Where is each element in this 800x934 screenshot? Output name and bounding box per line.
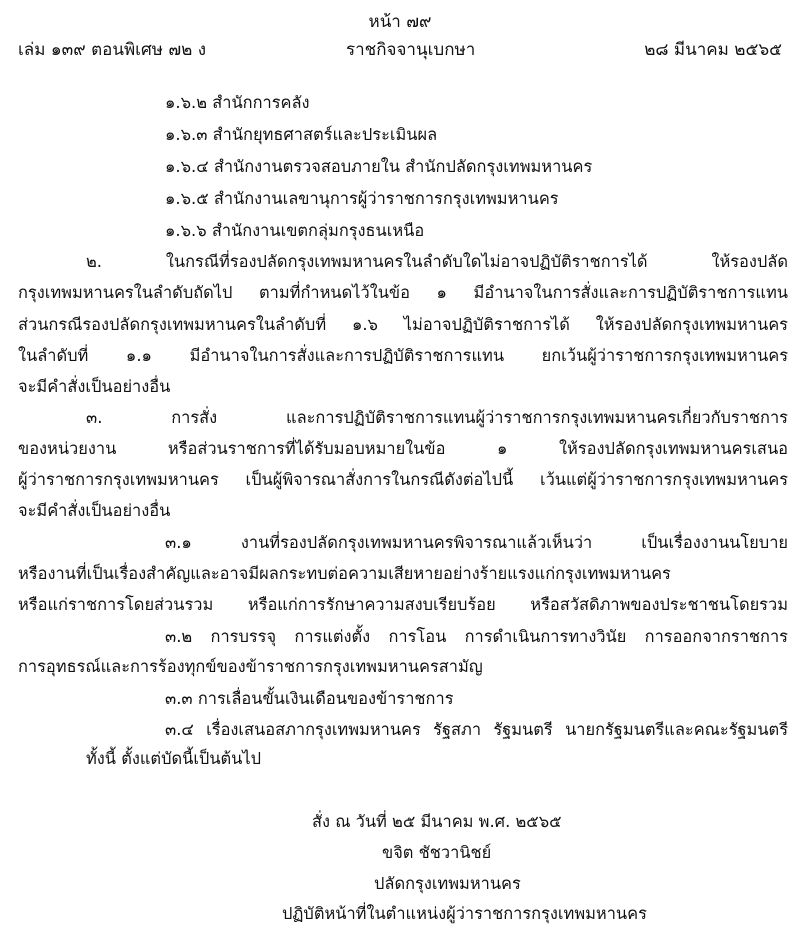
page-number: หน้า ๗๙ <box>368 12 432 32</box>
paragraph-line: กรุงเทพมหานครในลำดับถัดไป ตามที่กำหนดไว้ในข้อ ๑ มีอำนาจในการสั่งและการปฏิบัติราชการแทน <box>18 283 788 302</box>
paragraph-line: ๒. ในกรณีที่รองปลัดกรุงเทพมหานครในลำดับใดไม่อาจปฏิบัติราชการได้ ให้รองปลัด <box>86 252 788 271</box>
list-item: ๑.๖.๒ สำนักการคลัง <box>165 93 310 112</box>
paragraph-line: หรืองานที่เป็นเรื่องสำคัญและอาจมีผลกระทบต่อความเสียหายอย่างร้ายแรงแก่กรุงเทพมหานคร <box>18 564 671 583</box>
paragraph-line: ในลำดับที่ ๑.๑ มีอำนาจในการสั่งและการปฏิบัติราชการแทน ยกเว้นผู้ว่าราชการกรุงเทพมหานคร <box>18 346 788 365</box>
paragraph-line: จะมีคำสั่งเป็นอย่างอื่น <box>18 501 171 520</box>
order-date: สั่ง ณ วันที่ ๒๕ มีนาคม พ.ศ. ๒๕๖๕ <box>312 812 562 831</box>
paragraph-line: จะมีคำสั่งเป็นอย่างอื่น <box>18 377 171 396</box>
effective-clause: ทั้งนี้ ตั้งแต่บัดนี้เป็นต้นไป <box>86 749 262 768</box>
list-item: ๑.๖.๕ สำนักงานเลขานุการผู้ว่าราชการกรุงเทพมหานคร <box>165 189 559 208</box>
list-item: ๑.๖.๖ สำนักงานเขตกลุ่มกรุงธนเหนือ <box>165 221 425 240</box>
paragraph-line: ๓.๓ การเลื่อนขั้นเงินเดือนของข้าราชการ <box>165 689 454 708</box>
paragraph-line: ส่วนกรณีรองปลัดกรุงเทพมหานครในลำดับที่ ๑.๖ ไม่อาจปฏิบัติราชการได้ ให้รองปลัดกรุงเทพมหานคร <box>18 315 788 334</box>
paragraph-line: การอุทธรณ์และการร้องทุกข์ของข้าราชการกรุงเทพมหานครสามัญ <box>18 657 483 676</box>
gazette-title: ราชกิจจานุเบกษา <box>346 40 476 60</box>
signatory-acting-position: ปฏิบัติหน้าที่ในตำแหน่งผู้ว่าราชการกรุงเทพมหานคร <box>282 904 647 923</box>
paragraph-line: ของหน่วยงาน หรือส่วนราชการที่ได้รับมอบหมายในข้อ ๑ ให้รองปลัดกรุงเทพมหานครเสนอ <box>18 439 788 458</box>
paragraph-line: ๓.๔ เรื่องเสนอสภากรุงเทพมหานคร รัฐสภา รัฐมนตรี นายกรัฐมนตรีและคณะรัฐมนตรี <box>165 720 788 739</box>
volume-info: เล่ม ๑๓๙ ตอนพิเศษ ๗๒ ง <box>18 40 207 60</box>
signatory-position: ปลัดกรุงเทพมหานคร <box>374 874 521 893</box>
list-item: ๑.๖.๓ สำนักยุทธศาสตร์และประเมินผล <box>165 125 438 144</box>
publish-date: ๒๘ มีนาคม ๒๕๖๕ <box>644 40 782 60</box>
gazette-header <box>18 36 782 62</box>
paragraph-line: ๓.๑ งานที่รองปลัดกรุงเทพมหานครพิจารณาแล้วเห็นว่า เป็นเรื่องงานนโยบาย <box>165 533 788 552</box>
paragraph-line: ๓. การสั่ง และการปฏิบัติราชการแทนผู้ว่าราชการกรุงเทพมหานครเกี่ยวกับราชการ <box>86 408 788 427</box>
list-item: ๑.๖.๔ สำนักงานตรวจสอบภายใน สำนักปลัดกรุงเทพมหานคร <box>165 157 593 176</box>
paragraph-line: ผู้ว่าราชการกรุงเทพมหานคร เป็นผู้พิจารณาสั่งการในกรณีดังต่อไปนี้ เว้นแต่ผู้ว่าราชการกรุงเทพมหานคร <box>18 470 788 489</box>
paragraph-line: หรือแก่ราชการโดยส่วนรวม หรือแก่การรักษาความสงบเรียบร้อย หรือสวัสดิภาพของประชาชนโดยรวม <box>18 595 788 614</box>
paragraph-line: ๓.๒ การบรรจุ การแต่งตั้ง การโอน การดำเนินการทางวินัย การออกจากราชการ <box>165 627 788 646</box>
signatory-name: ขจิต ชัชวานิชย์ <box>382 843 492 862</box>
